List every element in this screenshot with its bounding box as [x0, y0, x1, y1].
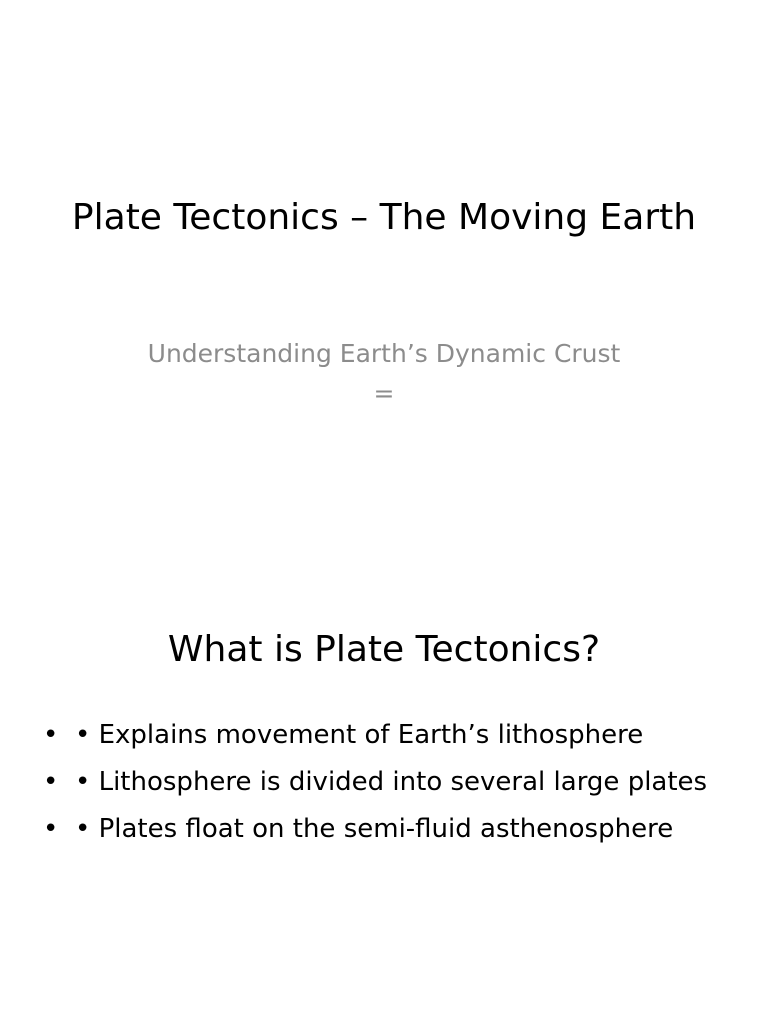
bullet-item	[40, 761, 730, 803]
bullet-text: • Explains movement of Earth’s lithosphere	[75, 720, 644, 750]
slide-title: Plate Tectonics – The Moving Earth	[71, 197, 697, 238]
bullet-marker: •	[43, 720, 59, 750]
slide-subtitle	[60, 334, 708, 414]
slide-heading: What is Plate Tectonics?	[167, 629, 601, 670]
bullet-list	[40, 714, 730, 855]
bullet-text: • Plates float on the semi-fluid asthenosphere	[75, 814, 674, 844]
subtitle-text: Understanding Earth’s Dynamic Crust	[147, 339, 621, 368]
bullet-marker: •	[43, 814, 59, 844]
content-slide	[0, 512, 768, 1024]
subtitle-equals-sign: =	[373, 379, 395, 408]
bullet-item	[40, 714, 730, 756]
bullet-marker: •	[43, 767, 59, 797]
bullet-text: • Lithosphere is divided into several large plates	[75, 767, 708, 797]
bullet-item	[40, 808, 730, 850]
